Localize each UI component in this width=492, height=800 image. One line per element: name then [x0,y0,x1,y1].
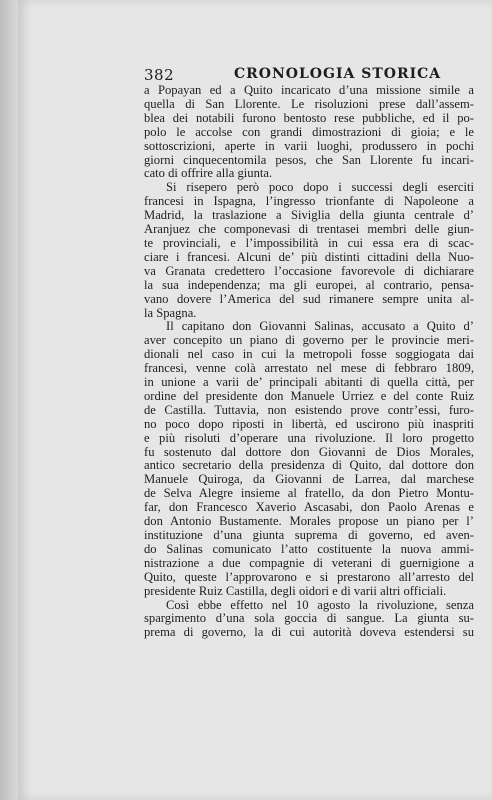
text-line: no poco dopo riposti in libertà, ed uscirono più inaspriti [144,417,474,431]
page-header [144,66,474,86]
text-line: la Spagna. [144,306,197,320]
body-text [144,84,474,640]
text-line: fu sostenuto dal dottore don Giovanni de Dios Morales, [144,445,474,459]
text-line: nistrazione a due compagnie di veterani di guernigione a [144,556,474,570]
text-line: aver concepito un piano di governo per le provincie meri- [144,334,474,348]
text-line: Il capitano don Giovanni Salinas, accusato a Quito d’ [166,320,474,334]
text-line: e più risoluti d’operare una rivoluzione. Il loro progetto [144,431,474,445]
text-line: polo le accolse con grandi dimostrazioni di gioia; e le [144,125,474,139]
running-title: CRONOLOGIA STORICA [234,66,442,82]
text-line: do Salinas comunicato l’atto costituente la nuova ammi- [144,542,474,556]
text-line: giorni cinquecentomila pesos, che San Llorente fu incari- [144,153,474,167]
text-line: instituzione d’una giunta suprema di governo, ed aven- [144,529,474,542]
text-line: don Antonio Bustamente. Morales propose un piano per l’ [144,515,474,529]
text-line: antico secretario della presidenza di Quito, dal dottore don [144,459,474,473]
text-line: prema di governo, la di cui autorità doveva estendersi su [144,626,474,640]
text-line: Si risepero però poco dopo i successi degli eserciti [166,181,474,195]
text-line: sottoscrizioni, aperte in varii luoghi, produssero in pochi [144,139,474,153]
text-line: quella di San Llorente. Le risoluzioni prese dall’assem- [144,97,474,111]
text-line: blea dei notabili furono bentosto rese pubbliche, ed il po- [144,111,474,125]
text-line: spargimento d’una sola goccia di sangue. La giunta su- [144,612,474,626]
text-line: ciare i francesi. Alcuni de’ più distinti cittadini della Nuo- [144,250,474,264]
text-line: Aranjuez che componevasi di trentasei membri delle giun- [144,223,474,237]
text-line: Così ebbe effetto nel 10 agosto la rivoluzione, senza [166,598,474,612]
text-line: la sua independenza; ma gli europei, al contrario, pensa- [144,278,474,292]
text-line: in unione a varii de’ principali abitanti di quella città, per [144,376,474,390]
text-line: de Castilla. Tuttavia, non esistendo prove contr’essi, furo- [144,403,474,417]
text-line: francesi, venne colà arrestato nel mese di febbraro 1809, [144,362,474,376]
text-line: ordine del presidente don Manuele Urriez e del conte Ruiz [144,389,474,403]
text-line: te provinciali, e l’impossibilità in cui essa era di scac- [144,236,474,250]
text-line: va Granata credettero l’occasione favorevole di dichiarare [144,264,474,278]
text-line: Quito, queste l’approvarono e si prestarono all’arresto del [144,570,474,584]
text-line: cato di offrire alla giunta. [144,167,273,181]
text-line: vano dovere l’America del sud rimanere sempre unita al- [144,292,474,306]
text-line: Madrid, la traslazione a Siviglia della giunta centrale d’ [144,209,474,223]
text-line: Manuele Quiroga, da Giovanni de Larrea, dal marchese [144,473,474,487]
text-line: francesi in Ispagna, l’ingresso trionfante di Napoleone a [144,195,474,209]
text-line: far, don Francesco Xaverio Ascasabi, don Paolo Arenas e [144,501,474,515]
text-line: dionali nel caso in cui la metropoli fosse soggiogata dai [144,348,474,362]
page-gutter [0,0,18,800]
page-number: 382 [144,66,175,84]
text-line: a Popayan ed a Quito incaricato d’una missione simile a [144,84,474,97]
text-line: presidente Ruiz Castilla, degli oidori e di varii altri officiali. [144,584,447,598]
text-line: de Selva Alegre insieme al fratello, da don Pietro Montu- [144,487,474,501]
